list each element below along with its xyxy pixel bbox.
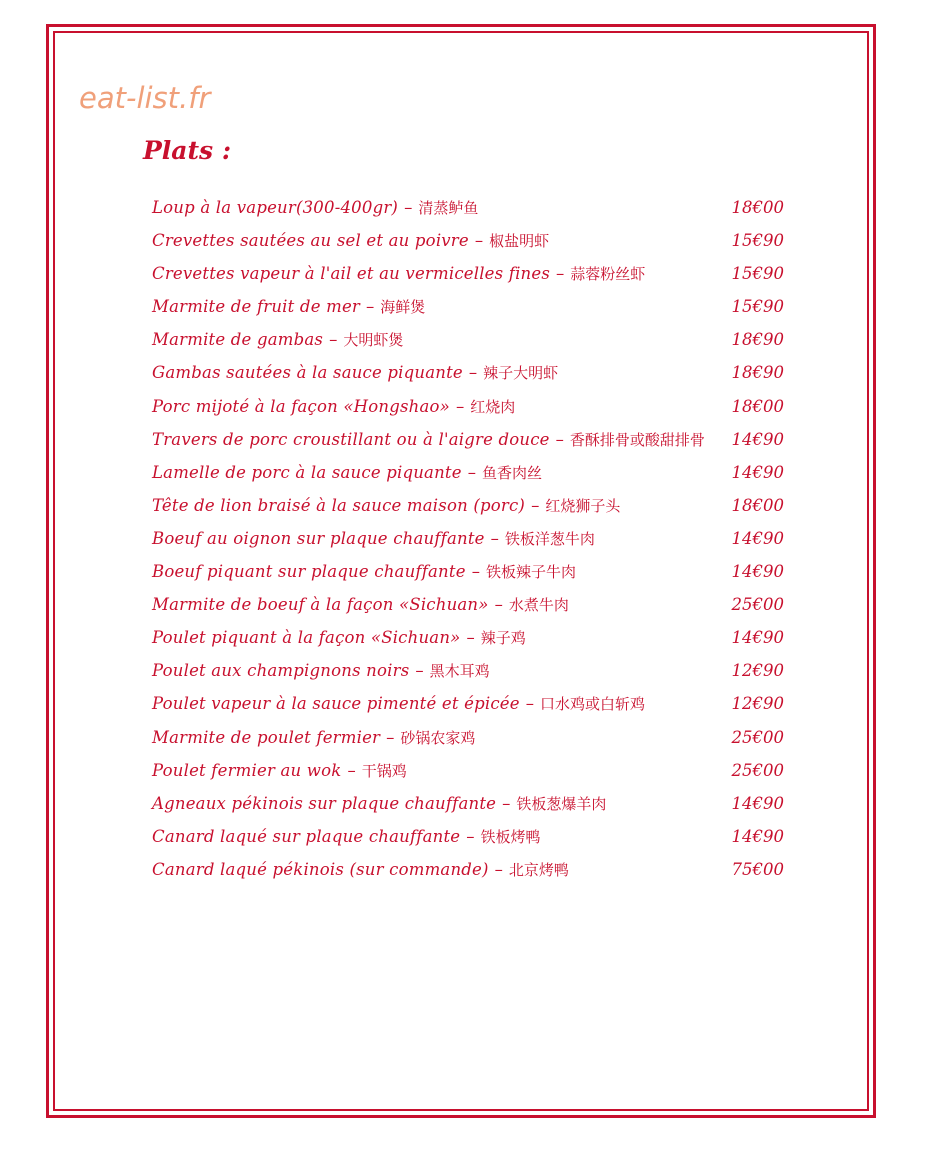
menu-item <box>152 594 784 627</box>
dish-label <box>152 561 576 582</box>
dish-chinese-name: 香酥排骨或酸甜排骨 <box>569 430 705 449</box>
dish-separator: – <box>467 462 476 482</box>
dish-separator: – <box>502 793 511 813</box>
dish-label <box>152 660 490 681</box>
dish-label <box>152 263 645 284</box>
dish-price: 14€90 <box>731 628 784 648</box>
dish-separator: – <box>555 429 564 449</box>
dish-label <box>152 627 526 648</box>
dish-label <box>152 594 569 615</box>
dish-price: 18€00 <box>731 495 784 515</box>
menu-item <box>152 495 784 528</box>
menu-item <box>152 727 784 760</box>
dish-separator: – <box>494 595 503 615</box>
dish-label <box>152 429 705 450</box>
dish-label <box>152 362 558 383</box>
dish-label <box>152 197 478 218</box>
dish-chinese-name: 北京烤鸭 <box>508 860 569 879</box>
dish-label <box>152 760 407 781</box>
dish-chinese-name: 砂锅农家鸡 <box>400 728 476 747</box>
dish-chinese-name: 干锅鸡 <box>361 761 407 780</box>
dish-price: 14€90 <box>731 429 784 449</box>
menu-item <box>152 429 784 462</box>
dish-chinese-name: 水煮牛肉 <box>508 596 569 615</box>
dish-separator: – <box>494 859 503 879</box>
menu-item <box>152 362 784 395</box>
dish-price: 25€00 <box>731 760 784 780</box>
menu-item <box>152 627 784 660</box>
dish-price: 18€90 <box>731 363 784 383</box>
menu-item <box>152 462 784 495</box>
dish-separator: – <box>404 198 413 217</box>
dish-separator: – <box>556 264 565 284</box>
dish-name: Loup à la vapeur(300-400gr) <box>152 198 399 217</box>
watermark: eat-list.fr <box>79 81 211 115</box>
dish-separator: – <box>474 231 484 251</box>
dish-separator: – <box>466 628 475 648</box>
dish-chinese-name: 铁板烤鸭 <box>480 827 541 846</box>
dish-price: 25€00 <box>731 595 784 615</box>
dish-chinese-name: 红烧肉 <box>470 397 516 416</box>
dish-price: 14€90 <box>731 462 784 482</box>
dish-separator: – <box>415 661 424 681</box>
dish-separator: – <box>468 363 478 383</box>
dish-name: Tête de lion braisé à la sauce maison (porc) <box>152 495 526 515</box>
dish-chinese-name: 海鲜煲 <box>380 298 426 317</box>
dish-chinese-name: 铁板葱爆羊肉 <box>516 794 607 813</box>
dish-name: Canard laqué sur plaque chauffante <box>152 826 461 846</box>
section-title: Plats : <box>143 136 232 165</box>
dish-separator: – <box>329 330 338 350</box>
dish-chinese-name: 黑木耳鸡 <box>429 662 490 681</box>
dish-price: 14€90 <box>731 793 784 813</box>
dish-name: Crevettes sautées au sel et au poivre <box>152 231 469 251</box>
dish-price: 18€90 <box>731 330 784 350</box>
dish-label <box>152 396 515 417</box>
dish-name: Poulet piquant à la façon «Sichuan» <box>152 628 461 648</box>
dish-price: 14€90 <box>731 528 784 548</box>
menu-item <box>152 793 784 826</box>
dish-name: Boeuf piquant sur plaque chauffante <box>152 562 466 582</box>
menu-item <box>152 760 784 793</box>
dish-chinese-name: 铁板洋葱牛肉 <box>504 529 595 548</box>
dish-chinese-name: 蒜蓉粉丝虾 <box>570 265 646 284</box>
dish-name: Marmite de poulet fermier <box>152 727 381 747</box>
dish-label <box>152 793 606 814</box>
menu-item <box>152 197 784 230</box>
dish-name: Marmite de gambas <box>152 330 324 350</box>
dish-separator: – <box>347 760 356 780</box>
menu-item <box>152 826 784 859</box>
dish-name: Gambas sautées à la sauce piquante <box>152 363 463 383</box>
dish-chinese-name: 清蒸鲈鱼 <box>418 199 479 217</box>
dish-label <box>152 462 542 483</box>
dish-separator: – <box>455 396 465 416</box>
dish-price: 14€90 <box>731 562 784 582</box>
dish-name: Poulet aux champignons noirs <box>152 661 410 681</box>
dish-separator: – <box>471 562 480 582</box>
dish-price: 75€00 <box>731 859 784 879</box>
dish-price: 18€00 <box>731 198 784 217</box>
dish-price: 14€90 <box>731 826 784 846</box>
dish-label <box>152 329 403 350</box>
dish-name: Poulet vapeur à la sauce pimenté et épicée <box>152 694 520 714</box>
dish-name: Crevettes vapeur à l'ail et au vermicelles fines <box>152 264 551 284</box>
dish-label <box>152 826 541 847</box>
dish-chinese-name: 大明虾煲 <box>343 331 404 350</box>
dish-name: Boeuf au oignon sur plaque chauffante <box>152 528 485 548</box>
dish-label <box>152 693 645 714</box>
menu-item <box>152 230 784 263</box>
dish-separator: – <box>490 528 499 548</box>
dish-price: 12€90 <box>731 661 784 681</box>
dish-chinese-name: 铁板辣子牛肉 <box>485 563 576 582</box>
dish-separator: – <box>531 495 540 515</box>
menu-item <box>152 396 784 429</box>
dish-separator: – <box>366 297 375 317</box>
dish-label <box>152 230 549 251</box>
dish-price: 25€00 <box>731 727 784 747</box>
menu-item <box>152 296 784 329</box>
dish-price: 18€00 <box>731 396 784 416</box>
dish-name: Porc mijoté à la façon «Hongshao» <box>152 396 450 416</box>
dish-label <box>152 859 569 880</box>
menu-item <box>152 660 784 693</box>
menu-item <box>152 693 784 726</box>
menu-item <box>152 329 784 362</box>
menu-item <box>152 263 784 296</box>
menu-item <box>152 859 784 892</box>
dish-price: 15€90 <box>731 264 784 284</box>
dish-chinese-name: 辣子鸡 <box>480 629 526 648</box>
menu-list <box>152 197 784 892</box>
dish-name: Agneaux pékinois sur plaque chauffante <box>152 793 497 813</box>
dish-price: 12€90 <box>731 694 784 714</box>
menu-item <box>152 561 784 594</box>
dish-chinese-name: 鱼香肉丝 <box>481 463 542 482</box>
dish-price: 15€90 <box>731 231 784 251</box>
dish-name: Poulet fermier au wok <box>152 760 342 780</box>
dish-chinese-name: 辣子大明虾 <box>483 364 559 383</box>
menu-item <box>152 528 784 561</box>
dish-name: Lamelle de porc à la sauce piquante <box>152 462 462 482</box>
dish-separator: – <box>466 826 475 846</box>
dish-chinese-name: 口水鸡或白斩鸡 <box>539 695 645 714</box>
dish-name: Marmite de fruit de mer <box>152 297 360 317</box>
dish-price: 15€90 <box>731 297 784 317</box>
dish-separator: – <box>386 727 395 747</box>
dish-chinese-name: 红烧狮子头 <box>545 496 621 515</box>
dish-chinese-name: 椒盐明虾 <box>489 232 550 251</box>
dish-label <box>152 727 475 748</box>
dish-name: Canard laqué pékinois (sur commande) <box>152 859 489 879</box>
dish-name: Marmite de boeuf à la façon «Sichuan» <box>152 595 489 615</box>
dish-separator: – <box>525 694 534 714</box>
dish-label <box>152 495 620 516</box>
dish-label <box>152 296 425 317</box>
dish-name: Travers de porc croustillant ou à l'aigre douce <box>152 429 550 449</box>
dish-label <box>152 528 595 549</box>
